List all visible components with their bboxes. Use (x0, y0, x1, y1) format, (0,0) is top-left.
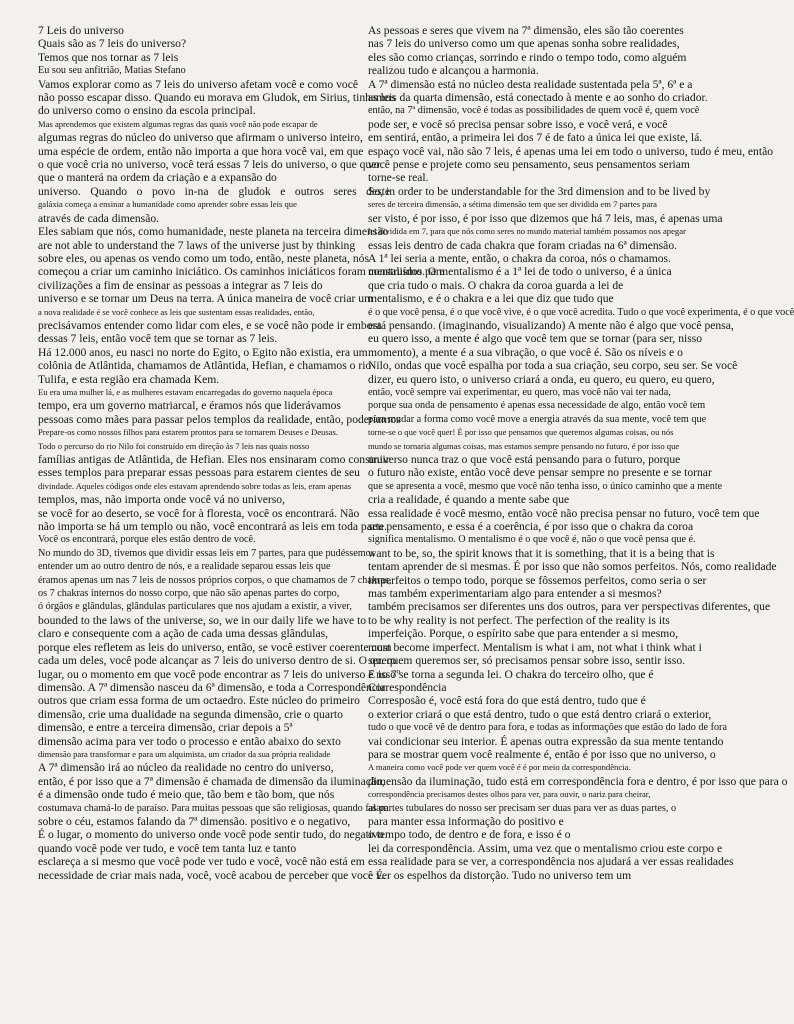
text-line: are not able to understand the 7 laws of the universe just by thinking (38, 238, 356, 252)
text-line: realizou tudo e alcançou a harmonia. (368, 64, 539, 78)
text-line: essa realidade para se ver, a correspondência nos ajudará a ver essas realidades (368, 855, 734, 869)
text-line: A 7ª dimensão irá ao núcleo da realidade no centro do universo, (38, 761, 334, 775)
text-line: momento), a mente é a sua vibração, o que você é. São os níveis e o (368, 345, 683, 359)
text-line: pode ser, e você só precisa pensar sobre isso, e você verá, e você (368, 117, 668, 131)
text-line: você pense e projete como seu pensamento, seus pensamentos seriam (368, 158, 690, 172)
text-line: dimensão acima para ver todo o processo e então abaixo do sexto (38, 734, 341, 748)
text-line: Prepare-os como nossos filhos para estarem prontos para se tornarem Deuses e Deusas. (38, 427, 338, 438)
text-line: o exterior criará o que está dentro, tudo o que está dentro criará o exterior, (368, 707, 712, 721)
text-line: mentalismo. O mentalismo é a 1ª lei de todo o universo, é a única (368, 265, 672, 279)
text-line: famílias antigas de Atlântida, de Hefian. Eles nos ensinaram como construir (38, 453, 390, 466)
text-line: A 7ª dimensão está no núcleo desta realidade sustentada pela 5ª, 6ª e a (368, 77, 693, 91)
text-line: então, na 7ª dimensão, você é todas as possibilidades de quem você é, quem você (368, 105, 700, 117)
text-line: o que você cria no universo, você terá essas 7 leis do universo, o que quer (38, 158, 381, 172)
text-line: Correspondência (368, 680, 447, 694)
text-line: Há 12.000 anos, eu nasci no norte do Egito, o Egito não existia, era um (38, 345, 368, 359)
text-line: espaço você vai, não são 7 leis, é apenas uma lei em todo o universo, tudo é meu, então (368, 144, 774, 158)
text-line: em sentirá, então, a primeira lei dos 7 é de fato a única lei que existe, lá. (368, 131, 703, 145)
text-line: nas 7 leis do universo como um que apenas sonha sobre realidades, (368, 37, 680, 51)
text-line: não importa se há um templo ou não, você encontrará as leis em toda parte. (38, 520, 387, 534)
text-line: dizer, eu quero isto, o universo criará a onda, eu quero, eu quero, eu quero, (368, 372, 715, 386)
text-line: seres de terceira dimensão, a sétima dimensão tem que ser dividida em 7 partes para (368, 199, 657, 210)
text-line: universo e se tornar um Deus na terra. A única maneira de você criar um (38, 292, 374, 306)
text-line: para mudar a forma como você move a energia através da sua mente, você tem que (368, 413, 707, 425)
text-line: porque sua onda de pensamento é apenas essa necessidade de algo, então você tem (368, 400, 706, 412)
text-line: lei da correspondência. Assim, uma vez que o mentalismo criou este corpo e (368, 841, 723, 855)
text-line: é a dimensão onde tudo é meio que, tão bem e tão bom, que nós (38, 788, 335, 802)
text-line: que cria tudo o mais. O chakra da coroa guarda a lei de (368, 278, 624, 292)
text-line: mundo se tornaria algumas coisas, mas estamos sempre pensando no futuro, é por isso que (368, 440, 680, 451)
text-line: éramos apenas um nas 7 leis de nossos próprios corpos, o que chamamos de 7 chakras, (38, 574, 392, 586)
text-line: templos, mas, não importa onde você vá no universo, (38, 493, 285, 507)
text-line: torne-se o que você quer! É por isso que pensamos que queremos algumas coisas, ou nós (368, 427, 674, 438)
text-line: imperfeição. Porque, o espírito sabe que para entender a si mesmo, (368, 627, 679, 641)
text-line: É o lugar, o momento do universo onde você pode sentir tudo, do negativo (38, 828, 384, 842)
text-line: que o manterá na ordem da criação e a expansão do (38, 171, 277, 185)
text-line: lei dividida em 7, para que nós como seres no mundo material também possamos nos apegar (368, 226, 686, 237)
text-line: uma espécie de ordem, então não importa a que hora você vai, em que (38, 144, 364, 158)
right-text-column (368, 24, 794, 882)
text-line: eles são como crianças, sorrindo e rindo o tempo todo, como alguém (368, 50, 687, 64)
text-line: então, é por isso que a 7ª dimensão é chamada de dimensão da iluminação, (38, 774, 385, 788)
text-line: se você for ao deserto, se você for à floresta, você os encontrará. Não (38, 506, 360, 520)
text-line: pessoas como mães para passar pelos templos da realidade, então, poderíamos (38, 412, 401, 426)
text-line: começou a criar um caminho iniciático. Os caminhos iniciáticos foram construídos para (38, 265, 445, 279)
text-line: cria a realidade, é quando a mente sabe que (368, 493, 570, 507)
text-line: sobre o céu, estamos falando da 7ª dimensão. positivo e o negativo, (38, 814, 351, 828)
text-line: o tempo todo, de dentro e de fora, e isso é o (368, 828, 571, 842)
text-line: ser visto, é por isso, é por isso que dizemos que há 7 leis, mas, é apenas uma (368, 211, 723, 225)
text-line: essas leis dentro de cada chakra que foram criadas na 6ª dimensão. (368, 238, 678, 252)
text-line: dimensão, e entre a terceira dimensão, criar depois a 5ª (38, 721, 293, 735)
text-line: to be why reality is not perfect. The perfection of the reality is its (368, 613, 670, 627)
text-line: Vamos explorar como as 7 leis do universo afetam você e como você (38, 77, 359, 91)
text-line: outros que criam essa forma de um octaedro. Este núcleo do primeiro (38, 694, 360, 708)
text-line: então, você sempre vai experimentar, eu quero, mas você não vai ter nada, (368, 386, 671, 398)
text-line: significa mentalismo. O mentalismo é o que você é, não o que você pensa que é. (368, 534, 696, 546)
text-line: do universo como o ensino da escola principal. (38, 104, 256, 118)
text-line: So, in order to be understandable for the 3rd dimension and to be lived by (368, 184, 711, 198)
text-line: correspondência precisamos destes olhos para ver, para ouvir, o nariz para cheirar, (368, 789, 651, 800)
text-line: Você os encontrará, porque eles estão dentro de você. (38, 534, 256, 546)
text-line: universo. Quando o povo in-na de gludok e outros seres deste (38, 184, 390, 198)
text-line: costumava chamá-lo de paraíso. Para muitas pessoas que são religiosas, quando falam (38, 802, 389, 814)
text-line: tempo, era um governo matriarcal, e éramos nós que liderávamos (38, 399, 341, 413)
text-line: para se mostrar quem você realmente é, então é por isso que no universo, o (368, 747, 716, 761)
text-line: essa realidade é você mesmo, então você não precisa pensar no futuro, você tem que (368, 506, 760, 520)
text-line: ser. quem queremos ser, só precisamos pensar sobre isso, sentir isso. (368, 654, 686, 668)
text-line: sobre eles, ou apenas os vendo como um todo, então, neste planeta, nós (38, 251, 369, 265)
text-line: No mundo do 3D, tivemos que dividir essas leis em 7 partes, para que pudéssemos (38, 547, 375, 559)
text-line: civilizações a fim de ensinar as pessoas a integrar as 7 leis do (38, 278, 323, 292)
text-line: também precisamos ser diferentes uns dos outros, para ver perspectivas diferentes, que (368, 600, 771, 614)
text-line: o futuro não existe, então você deve pensar sempre no presente e se tornar (368, 466, 712, 480)
text-line: torne-se real. (368, 171, 429, 185)
text-line: want to be, so, the spirit knows that it is something, that it is a being that is (368, 546, 715, 560)
text-line: divindade. Aqueles códigos onde eles estavam aprendendo sobre todas as leis, eram apenas (38, 480, 352, 491)
text-line: 7 Leis do universo (38, 24, 124, 37)
text-line: bounded to the laws of the universe, so, we in our daily life we have to (38, 613, 367, 627)
text-line: dessas 7 leis, então você tem que se tornar as 7 leis. (38, 332, 278, 346)
text-line: must become imperfect. Mentalism is what i am, not what i think what i (368, 640, 702, 654)
text-line: os 7 chakras internos do nosso corpo, que não são apenas partes do corpo, (38, 588, 340, 600)
text-line: colônia de Atlântida, chamamos de Atlântida, Hefian, e chamamos o rio (38, 359, 372, 373)
text-line: mentalismo, e é o chakra e a lei que diz que tudo que (368, 292, 614, 306)
text-line: Tulifa, e esta região era chamada Kem. (38, 372, 220, 386)
text-line: lugar, ou o momento em que você pode encontrar as 7 leis do universo é no 7º (38, 667, 401, 681)
text-line: esclareça a si mesmo que você pode ver tudo e você, você não está em (38, 855, 365, 869)
text-line: Nilo, ondas que você espalha por toda a sua criação, seu corpo, seu ser. Se você (368, 359, 738, 373)
text-line: eu quero isso, a mente é algo que você tem que se tornar (para ser, nisso (368, 332, 703, 346)
text-line: A maneira como você pode ver quem você é é por meio da correspondência. (368, 762, 631, 773)
text-line: quando você pode ver tudo, e você tem tanta luz e tanto (38, 841, 297, 855)
text-line: cada um deles, você pode alcançar as 7 leis do universo dentro de si. O quero (38, 654, 397, 668)
text-line: Mas aprendemos que existem algumas regras das quais você não pode escapar de (38, 118, 318, 129)
text-line: necessidade de criar mais nada, você, você acabou de perceber que você É. (38, 868, 386, 882)
text-line: A 1ª lei seria a mente, então, o chakra da coroa, nós o chamamos. (368, 251, 671, 265)
text-line: dimensão. A 7ª dimensão nasceu da 6ª dimensão, e toda a Correspondência (38, 680, 386, 694)
text-line: imperfeitos o tempo todo, porque se fôssemos perfeitos, como seria o ser (368, 573, 707, 587)
text-line: para manter essa informação do positivo e (368, 814, 564, 828)
text-line: seu pensamento, e essa é a coerência, é por isso que o chakra da coroa (368, 520, 694, 534)
text-line: algumas regras do núcleo do universo que afirmam o universo inteiro, (38, 131, 363, 145)
text-line: mas também experimentariam algo para entender a si mesmos? (368, 587, 662, 601)
text-line: dimensão para transformar e para um alquimista, um criador da sua própria realidade (38, 748, 331, 759)
text-line: universo nunca traz o que você está pensando para o futuro, porque (368, 453, 681, 466)
text-line: está pensando. (imaginando, visualizando) A mente não é algo que você pensa, (368, 318, 734, 332)
text-line: e ver os espelhos da distorção. Tudo no universo tem um (368, 868, 632, 882)
text-line: galáxia começa a ensinar a humanidade como aprender sobre essas leis que (38, 199, 297, 210)
text-line: esses templos para preparar essas pessoas para estarem cientes de seu (38, 466, 360, 480)
text-line: Eu era uma mulher lá, e as mulheres estavam encarregadas do governo naquela época (38, 386, 333, 397)
text-line: Todo o percurso do rio Nilo foi construído em direção às 7 leis nas quais nosso (38, 440, 310, 451)
text-line: ó órgãos e glândulas, glândulas particulares que nos ajudam a existir, a viver, (38, 601, 352, 613)
text-line: vai condicionar seu interior. É apenas outra expressão da sua mente tentando (368, 734, 724, 748)
text-line: Temos que nos tornar as 7 leis (38, 50, 179, 64)
text-line: as partes tubulares do nosso ser precisam ser duas para ver as duas partes, o (368, 802, 677, 814)
text-line: Eles sabiam que nós, como humanidade, neste planeta na terceira dimensão (38, 225, 389, 239)
text-line: claro e consequente com a ação de cada uma dessas glândulas, (38, 627, 329, 641)
text-line: que se apresenta a você, mesmo que você não tenha isso, o único caminho que a mente (368, 480, 723, 492)
text-line: as leis da quarta dimensão, está conectado à mente e ao sonho do criador. (368, 91, 708, 105)
text-line: As pessoas e seres que vivem na 7ª dimensão, eles são tão coerentes (368, 24, 684, 37)
text-line: através de cada dimensão. (38, 211, 160, 225)
text-line: entender um ao outro dentro de nós, e a realidade separou essas leis que (38, 561, 331, 573)
text-line: precisávamos entender como lidar com eles, e se você não pode ir embora (38, 318, 382, 332)
text-line: dimensão da iluminação, tudo está em correspondência fora e dentro, é por isso que para o (368, 774, 788, 788)
text-line: não posso escapar disso. Quando eu morava em Gludok, em Sirius, tinhamos (38, 91, 396, 105)
text-line: a nova realidade é se você conhece as leis que sustentam essas realidades, então, (38, 306, 315, 317)
text-line: Eu sou seu anfitrião, Matias Stefano (38, 65, 186, 77)
text-line: tudo o que você vê de dentro para fora, e todas as informações que estão do lado de fora (368, 722, 727, 734)
text-line: Quais são as 7 leis do universo? (38, 37, 187, 51)
text-line: tentam aprender de si mesmas. É por isso que não somos perfeitos. Nós, como realidade (368, 560, 777, 574)
text-line: porque eles refletem as leis do universo, então, se você estiver coerente com (38, 640, 392, 654)
text-line: Corresposão é, você está fora do que está dentro, tudo que é (368, 694, 646, 708)
text-line: E isso se torna a segunda lei. O chakra do terceiro olho, que é (368, 667, 654, 681)
text-line: dimensão, crie uma dualidade na segunda dimensão, crie o quarto (38, 707, 343, 721)
text-line: é o que você pensa, é o que você vive, é o que você acredita. Tudo o que você experimenta, é o que você (368, 306, 794, 318)
